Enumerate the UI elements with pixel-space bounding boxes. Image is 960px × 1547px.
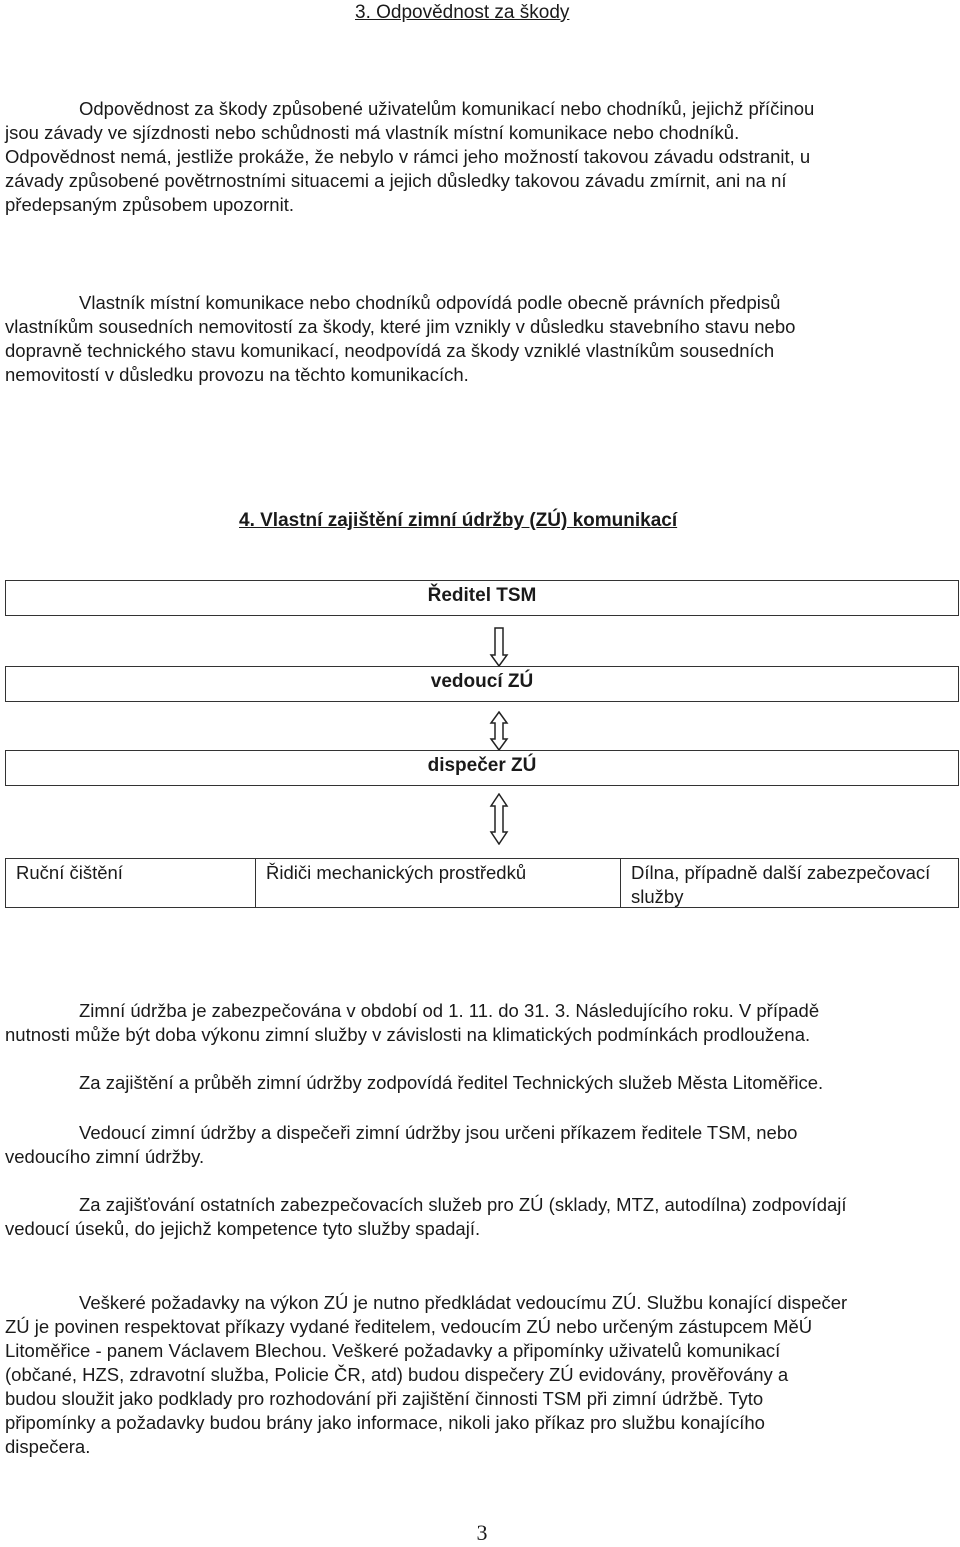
text-line: Zimní údržba je zabezpečována v období od 1. 11. do 31. 3. Následujícího roku. V případě [79,1000,820,1021]
arrow-updown-icon [489,793,509,845]
text-line: Odpovědnost nemá, jestliže prokáže, že nebylo v rámci jeho možností takovou závadu odstranit, u [5,146,811,167]
org-box-dispatcher [5,750,959,786]
text-line: vlastníkům sousedních nemovitostí za škody, které jim vznikly v důsledku stavebního stavu nebo [5,316,796,337]
text-line: dopravně technického stavu komunikací, neodpovídá za škody vzniklé vlastníkům sousedních [5,340,775,361]
text-line: (občané, HZS, zdravotní služba, Policie ČR, atd) budou dispečery ZÚ evidovány, prověřovány a [5,1364,789,1385]
text-line: Za zajištění a průběh zimní údržby zodpovídá ředitel Technických služeb Města Litoměřice. [79,1072,824,1093]
org-unit-manual-cleaning: Ruční čištění [16,862,123,883]
paragraph-responsibility [5,1071,957,1095]
text-line: dispečera. [5,1436,91,1457]
org-box-director [5,580,959,616]
org-box-manager-label: vedoucí ZÚ [430,671,534,692]
org-unit-drivers: Řidiči mechanických prostředků [255,859,620,907]
arrow-updown-icon [489,711,509,751]
text-line: budou sloužit jako podklady pro rozhodování při zajištění činnosti TSM při zimní údržbě. Tyto [5,1388,764,1409]
org-unit-workshop: Dílna, případně další zabezpečovací služby [620,859,958,907]
paragraph-liability-neighbours [5,291,957,387]
text-line: nemovitostí v důsledku provozu na těchto komunikacích. [5,364,469,385]
page-number: 3 [476,1520,488,1545]
text-line: jsou závady ve sjízdnosti nebo schůdnosti má vlastník místní komunikace nebo chodníků. [5,122,740,143]
text-line: vedoucího zimní údržby. [5,1146,205,1167]
text-line: Veškeré požadavky na výkon ZÚ je nutno předkládat vedoucímu ZÚ. Službu konající dispečer [79,1292,848,1313]
arrow-down-icon [489,627,509,667]
paragraph-appointment [5,1121,957,1169]
text-line: Litoměřice - panem Václavem Blechou. Veškeré požadavky a připomínky uživatelů komunikací [5,1340,781,1361]
paragraph-winter-period [5,999,957,1047]
section-4-heading: 4. Vlastní zajištění zimní údržby (ZÚ) komunikací [239,510,678,531]
text-line: Za zajišťování ostatních zabezpečovacích služeb pro ZÚ (sklady, MTZ, autodílna) zodpovídají [79,1194,847,1215]
text-line: vedoucí úseků, do jejichž kompetence tyto služby spadají. [5,1218,481,1239]
org-units-row [5,858,959,908]
text-line: Vlastník místní komunikace nebo chodníků odpovídá podle obecně právních předpisů [79,292,781,313]
text-line: Odpovědnost za škody způsobené uživatelům komunikací nebo chodníků, jejichž příčinou [79,98,815,119]
text-line: Vedoucí zimní údržby a dispečeři zimní údržby jsou určeni příkazem ředitele TSM, nebo [79,1122,798,1143]
org-box-director-label: Ředitel TSM [427,585,537,606]
text-line: závady způsobené povětrnostními situacemi a jejich důsledky takovou závadu zmírnit, ani na ní [5,170,787,191]
org-box-manager [5,666,959,702]
paragraph-requests [5,1291,957,1459]
text-line: nutnosti může být doba výkonu zimní služby v závislosti na klimatických podmínkách prodloužena. [5,1024,811,1045]
text-line: ZÚ je povinen respektovat příkazy vydané ředitelem, vedoucím ZÚ nebo určeným zástupcem MěÚ [5,1316,813,1337]
paragraph-other-services [5,1193,957,1241]
section-3-heading: 3. Odpovědnost za škody [355,2,570,23]
org-box-dispatcher-label: dispečer ZÚ [427,755,537,776]
paragraph-liability-users [5,97,957,217]
text-line: předepsaným způsobem upozornit. [5,194,294,215]
text-line: připomínky a požadavky budou brány jako informace, nikoli jako příkaz pro službu konajícího [5,1412,765,1433]
